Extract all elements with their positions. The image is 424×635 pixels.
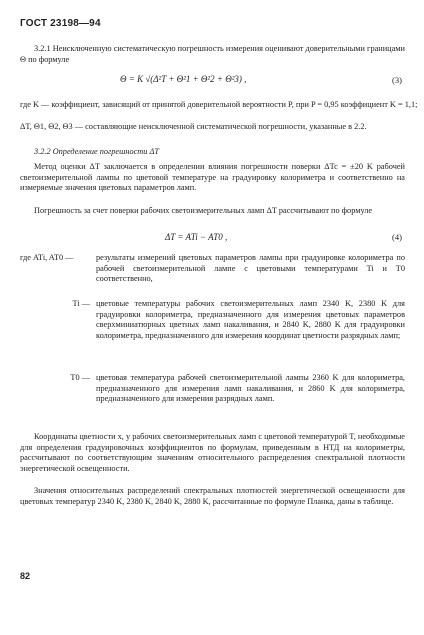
paragraph-coordinates: Координаты цветности x, y рабочих светоизмерительных ламп с цветовой температурой T, необходимые для определения градуировочных коэффициентов по формулам, приведенным в НТД на колориметры, рассчитывают по соответствующим значениям относительного распределения спектральной плотности энергетической освещенности. xyxy=(20,432,405,473)
section-3-2-2-title: 3.2.2 Определение погрешности ΔT xyxy=(34,147,160,156)
paragraph-error: Погрешность за счет поверки рабочих светоизмерительных ламп ΔT рассчитывают по формуле xyxy=(34,206,373,215)
t0-term: T0 — xyxy=(70,373,90,382)
ti-definition: цветовые температуры рабочих светоизмерительных ламп 2340 K, 2380 K для градуировки колориметра, предназначенного для измерения цветовых параметров сверхминиатюрных цветных ламп накаливания, и 2840 K, 2880 K для градуировки колориметра, предназначенного для измерения координат цветности разрядных ламп; xyxy=(96,299,405,340)
paragraph-values: Значения относительных распределений спектральных плотностей энергетической освещенности для цветовых температур 2340 K, 2380 K, 2840 K, 2880 K, рассчитанные по формуле Планка, даны в таблице. xyxy=(20,486,405,506)
formula-4: ΔT = ATi − AT0 , xyxy=(165,232,228,242)
page-number: 82 xyxy=(20,571,31,581)
running-header: ГОСТ 23198—94 xyxy=(20,18,101,29)
paragraph-method: Метод оценки ΔT заключается в определении влияния погрешности поверки ΔTc = ±20 K рабочей светоизмерительной лампы по цветовой температуре на градуировку колориметра и соответственно на измеряемые значения цветовых параметров ламп. xyxy=(20,162,405,193)
where-components: ΔT, Θ1, Θ2, Θ3 — составляющие неисключенной систематической погрешности, указанные в 2.2. xyxy=(20,122,367,131)
equation-number-4: (4) xyxy=(392,232,402,242)
where-a-definition: результаты измерений цветовых параметров лампы при градуировке колориметра по рабочей светоизмерительной лампе с цветовыми температурами Ti и T0 соответственно, xyxy=(96,253,405,284)
equation-number-3: (3) xyxy=(392,75,402,85)
where-k: где K — коэффициент, зависящий от принятой доверительной вероятности P, при P = 0,95 коэффициент K = 1,1; xyxy=(20,100,418,109)
formula-3: Θ = K √(Δ²T + Θ²1 + Θ²2 + Θ²3) , xyxy=(120,74,247,84)
paragraph-3-2-1: 3.2.1 Неисключенную систематическую погрешность измерения оценивают доверительными границами Θ по формуле xyxy=(20,44,405,64)
t0-definition: цветовая температура рабочей светоизмерительной лампы 2360 K для колориметра, предназначенного для измерения ламп накаливания, и 2860 K для колориметра, предназначенного для измерения разрядных ламп. xyxy=(96,373,405,404)
where-a-term: где ATi, AT0 — xyxy=(20,253,74,262)
ti-term: Ti — xyxy=(72,299,90,308)
